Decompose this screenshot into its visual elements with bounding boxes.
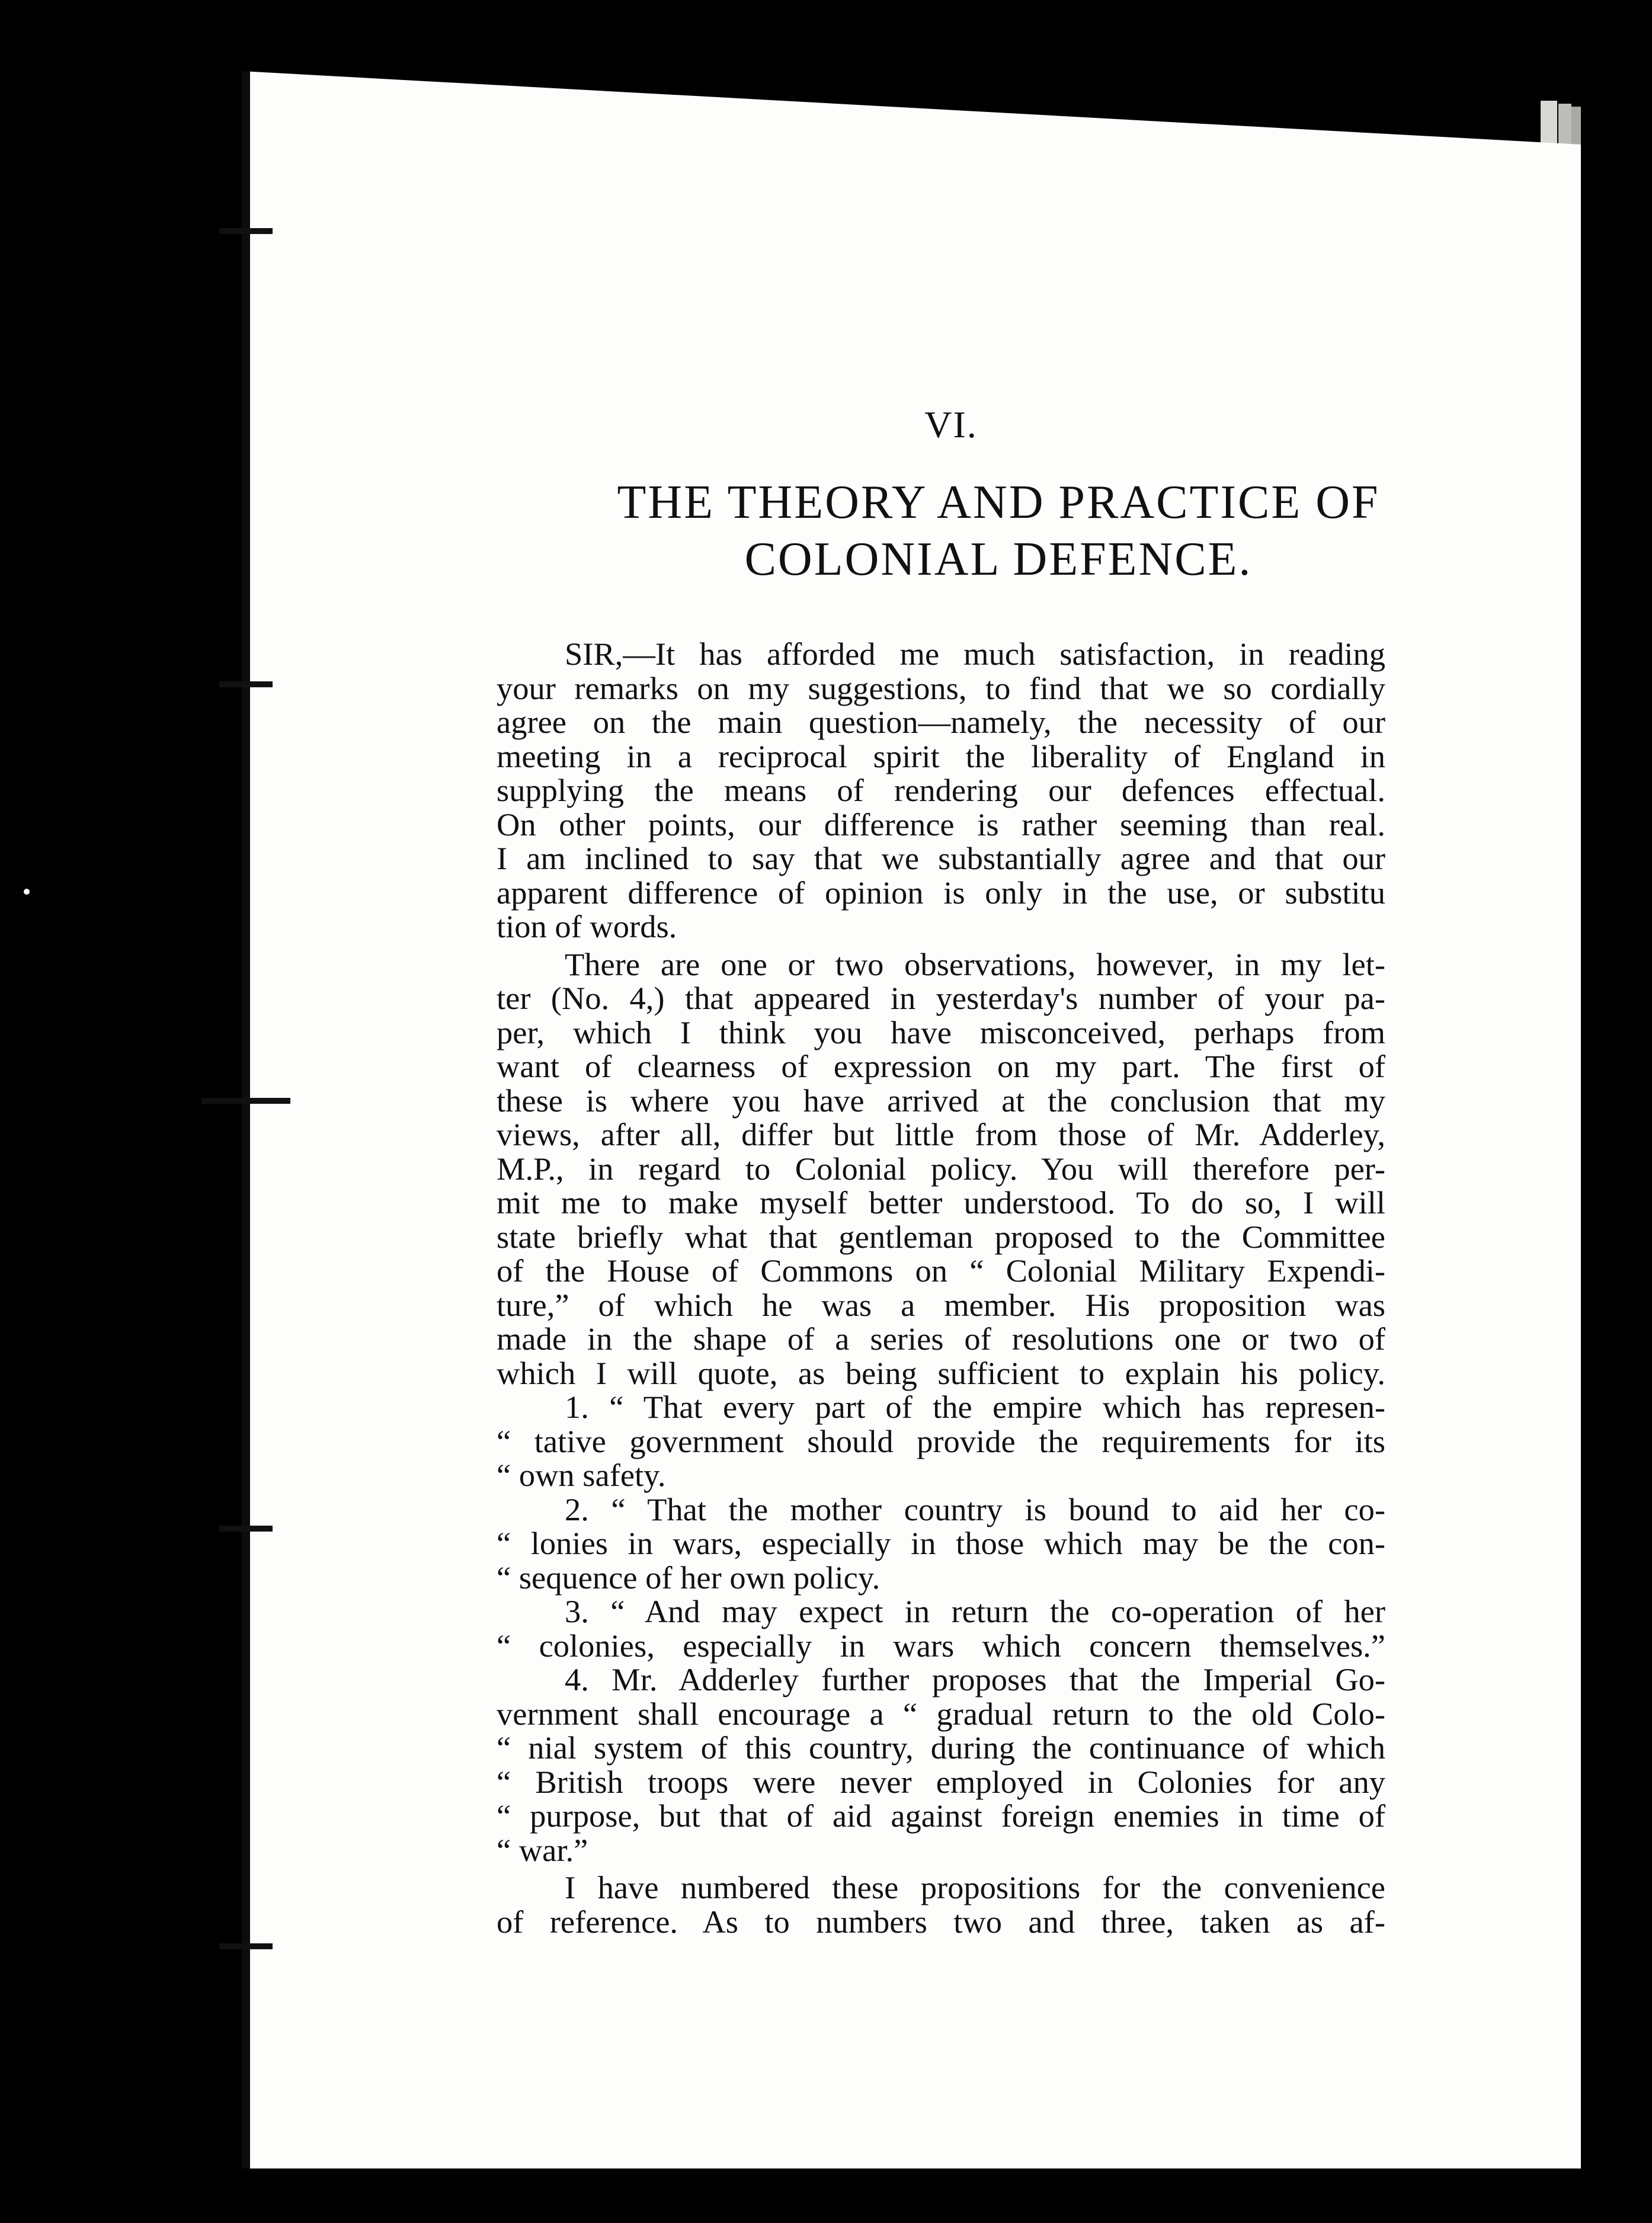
- text-line: ture,” of which he was a member. His proposition was: [497, 1286, 1385, 1323]
- text-line: supplying the means of rendering our defences effectual.: [497, 772, 1385, 808]
- binding-stitch: [219, 681, 273, 687]
- text-line: 2. “ That the mother country is bound to aid her co-: [565, 1491, 1385, 1527]
- text-line: “ British troops were never employed in Colonies for any: [497, 1763, 1385, 1800]
- text-line: “ sequence of her own policy.: [497, 1559, 881, 1596]
- title-line: THE THEORY AND PRACTICE OF: [617, 476, 1380, 528]
- text-line: There are one or two observations, however, in my let-: [565, 946, 1385, 982]
- binding-spine: [242, 71, 250, 2168]
- binding-stitch: [219, 1526, 273, 1532]
- text-line: of the House of Commons on “ Colonial Military Expendi-: [497, 1253, 1385, 1289]
- text-line: 1. “ That every part of the empire which has represen-: [565, 1389, 1385, 1425]
- text-line: your remarks on my suggestions, to find that we so cordially: [497, 670, 1385, 706]
- body-text: [497, 637, 1385, 1939]
- text-line: which I will quote, as being sufficient to explain his policy.: [497, 1354, 1385, 1391]
- text-line: these is where you have arrived at the conclusion that my: [497, 1082, 1385, 1119]
- text-line: “ tative government should provide the requirements for its: [497, 1423, 1385, 1459]
- text-line: mit me to make myself better understood. To do so, I will: [497, 1184, 1385, 1221]
- text-line: “ lonies in wars, especially in those which may be the con-: [497, 1525, 1385, 1561]
- text-line: views, after all, differ but little from those of Mr. Adderley,: [497, 1116, 1385, 1152]
- text-line: “ nial system of this country, during the continuance of which: [497, 1729, 1385, 1766]
- text-line: per, which I think you have misconceived, perhaps from: [497, 1014, 1385, 1050]
- text-line: want of clearness of expression on my part. The first of: [497, 1048, 1385, 1084]
- text-line: vernment shall encourage a “ gradual return to the old Colo-: [497, 1695, 1385, 1732]
- binding-stitch: [219, 1943, 273, 1949]
- binding-stitch: [219, 228, 273, 234]
- text-line: SIR,—It has afforded me much satisfaction, in reading: [565, 636, 1385, 672]
- text-line: made in the shape of a series of resolutions one or two of: [497, 1321, 1385, 1357]
- text-line: apparent difference of opinion is only in the use, or substitu: [497, 874, 1385, 911]
- text-line: 4. Mr. Adderley further proposes that the Imperial Go-: [565, 1661, 1385, 1697]
- text-line: “ purpose, but that of aid against foreign enemies in time of: [497, 1798, 1385, 1834]
- text-line: “ colonies, especially in wars which concern themselves.”: [497, 1627, 1385, 1664]
- text-line: 3. “ And may expect in return the co-operation of her: [565, 1593, 1385, 1629]
- chapter-number: VI.: [924, 403, 978, 446]
- scan-speck: [24, 889, 30, 895]
- text-line: meeting in a reciprocal spirit the liberality of England in: [497, 738, 1385, 774]
- text-line: I am inclined to say that we substantially agree and that our: [497, 840, 1385, 876]
- binding-stitch: [201, 1098, 290, 1104]
- title-line: COLONIAL DEFENCE.: [744, 533, 1253, 585]
- text-line: tion of words.: [497, 908, 677, 944]
- text-line: state briefly what that gentleman proposed to the Committee: [497, 1218, 1385, 1255]
- text-line: M.P., in regard to Colonial policy. You will therefore per-: [497, 1150, 1385, 1187]
- chapter-title: [450, 474, 1547, 588]
- text-line: of reference. As to numbers two and three, taken as af-: [497, 1903, 1385, 1940]
- text-line: “ war.”: [497, 1831, 588, 1868]
- text-line: I have numbered these propositions for the convenience: [565, 1869, 1385, 1905]
- text-line: agree on the main question—namely, the necessity of our: [497, 704, 1385, 740]
- text-line: ter (No. 4,) that appeared in yesterday's number of your pa-: [497, 980, 1385, 1016]
- text-line: On other points, our difference is rather seeming than real.: [497, 806, 1385, 843]
- text-line: “ own safety.: [497, 1457, 666, 1493]
